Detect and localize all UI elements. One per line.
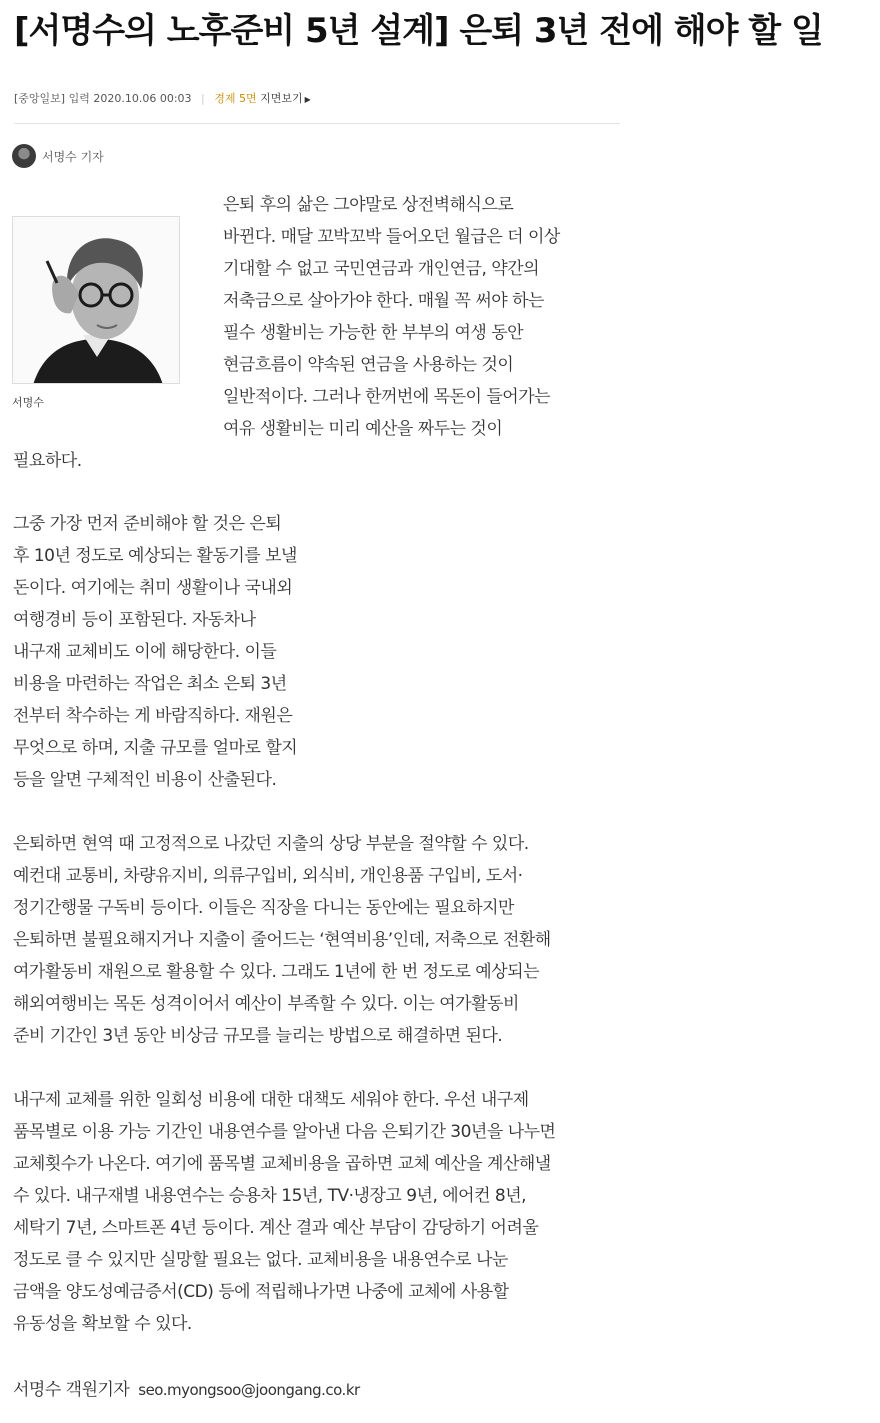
text-line: 등을 알면 구체적인 비용이 산출된다. <box>13 770 277 790</box>
text-line: 은퇴 후의 삶은 그야말로 상전벽해식으로 <box>223 195 514 215</box>
text-line: 수 있다. 내구재별 내용연수는 승용차 15년, TV·냉장고 9년, 에어컨 8년, <box>13 1186 527 1206</box>
portrait-image <box>13 217 180 384</box>
text-line: 바뀐다. 매달 꼬박꼬박 들어오던 월급은 더 이상 <box>223 227 560 247</box>
article-headline: [서명수의 노후준비 5년 설계] 은퇴 3년 전에 해야 할 일 <box>14 11 823 51</box>
text-line: 품목별로 이용 가능 기간인 내용연수를 알아낸 다음 은퇴기간 30년을 나누면 <box>13 1122 556 1142</box>
text-line: 기대할 수 없고 국민연금과 개인연금, 약간의 <box>223 259 540 279</box>
text-line: 여행경비 등이 포함된다. 자동차나 <box>13 610 256 630</box>
text-line: 교체횟수가 나온다. 여기에 품목별 교체비용을 곱하면 교체 예산을 계산해낼 <box>13 1154 551 1174</box>
page-view-link[interactable] <box>260 92 311 105</box>
text-line: 정기간행물 구독비 등이다. 이들은 직장을 다니는 동안에는 필요하지만 <box>13 898 514 918</box>
paragraph-1-tail <box>13 445 82 477</box>
author-avatar <box>12 144 36 168</box>
text-line: 필요하다. <box>13 451 82 471</box>
author-name: 서명수 기자 <box>42 149 104 164</box>
meta-divider: | <box>201 92 205 105</box>
text-line: 세탁기 7년, 스마트폰 4년 등이다. 계산 결과 예산 부담이 감당하기 어려울 <box>13 1218 539 1238</box>
text-line: 예컨대 교통비, 차량유지비, 의류구입비, 외식비, 개인용품 구입비, 도서· <box>13 866 523 886</box>
text-line: 금액을 양도성예금증서(CD) 등에 적립해나가면 나중에 교체에 사용할 <box>13 1282 509 1302</box>
publish-date: 입력 2020.10.06 00:03 <box>68 92 192 105</box>
paragraph-4 <box>13 1084 555 1340</box>
text-line: 유동성을 확보할 수 있다. <box>13 1314 192 1334</box>
article-meta <box>14 90 311 106</box>
text-line: 여유 생활비는 미리 예산을 짜두는 것이 <box>223 419 503 439</box>
text-line: 해외여행비는 목돈 성격이어서 예산이 부족할 수 있다. 이는 여가활동비 <box>13 994 519 1014</box>
text-line: 정도로 클 수 있지만 실망할 필요는 없다. 교체비용을 내용연수로 나눈 <box>13 1250 508 1270</box>
text-line: 후 10년 정도로 예상되는 활동기를 보낼 <box>13 546 297 566</box>
text-line: 비용을 마련하는 작업은 최소 은퇴 3년 <box>13 674 287 694</box>
text-line: 필수 생활비는 가능한 한 부부의 여생 동안 <box>223 323 524 343</box>
text-line: 현금흐름이 약속된 연금을 사용하는 것이 <box>223 355 514 375</box>
paragraph-1 <box>223 189 560 445</box>
source-label: [중앙일보] <box>14 92 66 105</box>
author-email[interactable]: seo.myongsoo@joongang.co.kr <box>138 1381 360 1399</box>
text-line: 전부터 착수하는 게 바람직하다. 재원은 <box>13 706 293 726</box>
paragraph-3 <box>13 828 551 1052</box>
author-photo <box>12 216 180 384</box>
text-line: 내구재 교체비도 이에 해당한다. 이들 <box>13 642 277 662</box>
text-line: 그중 가장 먼저 준비해야 할 것은 은퇴 <box>13 514 282 534</box>
text-line: 무엇으로 하며, 지출 규모를 얼마로 할지 <box>13 738 298 758</box>
text-line: 저축금으로 살아가야 한다. 매월 꼭 써야 하는 <box>223 291 544 311</box>
author-signature <box>13 1374 360 1406</box>
byline[interactable] <box>12 144 104 168</box>
photo-caption: 서명수 <box>12 396 44 409</box>
text-line: 은퇴하면 현역 때 고정적으로 나갔던 지출의 상당 부분을 절약할 수 있다. <box>13 834 529 854</box>
caret-right-icon: ▶ <box>304 95 311 104</box>
signature-name: 서명수 객원기자 <box>13 1380 130 1400</box>
text-line: 일반적이다. 그러나 한꺼번에 목돈이 들어가는 <box>223 387 551 407</box>
text-line: 여가활동비 재원으로 활용할 수 있다. 그래도 1년에 한 번 정도로 예상되는 <box>13 962 539 982</box>
text-line: 돈이다. 여기에는 취미 생활이나 국내외 <box>13 578 293 598</box>
text-line: 내구제 교체를 위한 일회성 비용에 대한 대책도 세워야 한다. 우선 내구제 <box>13 1090 529 1110</box>
divider <box>14 123 620 124</box>
text-line: 준비 기간인 3년 동안 비상금 규모를 늘리는 방법으로 해결하면 된다. <box>13 1026 503 1046</box>
section-link[interactable]: 경제 5면 <box>214 92 257 105</box>
paragraph-2 <box>13 508 297 796</box>
text-line: 은퇴하면 불필요해지거나 지출이 줄어드는 ‘현역비용’인데, 저축으로 전환해 <box>13 930 551 950</box>
page-view-label: 지면보기 <box>260 92 303 105</box>
